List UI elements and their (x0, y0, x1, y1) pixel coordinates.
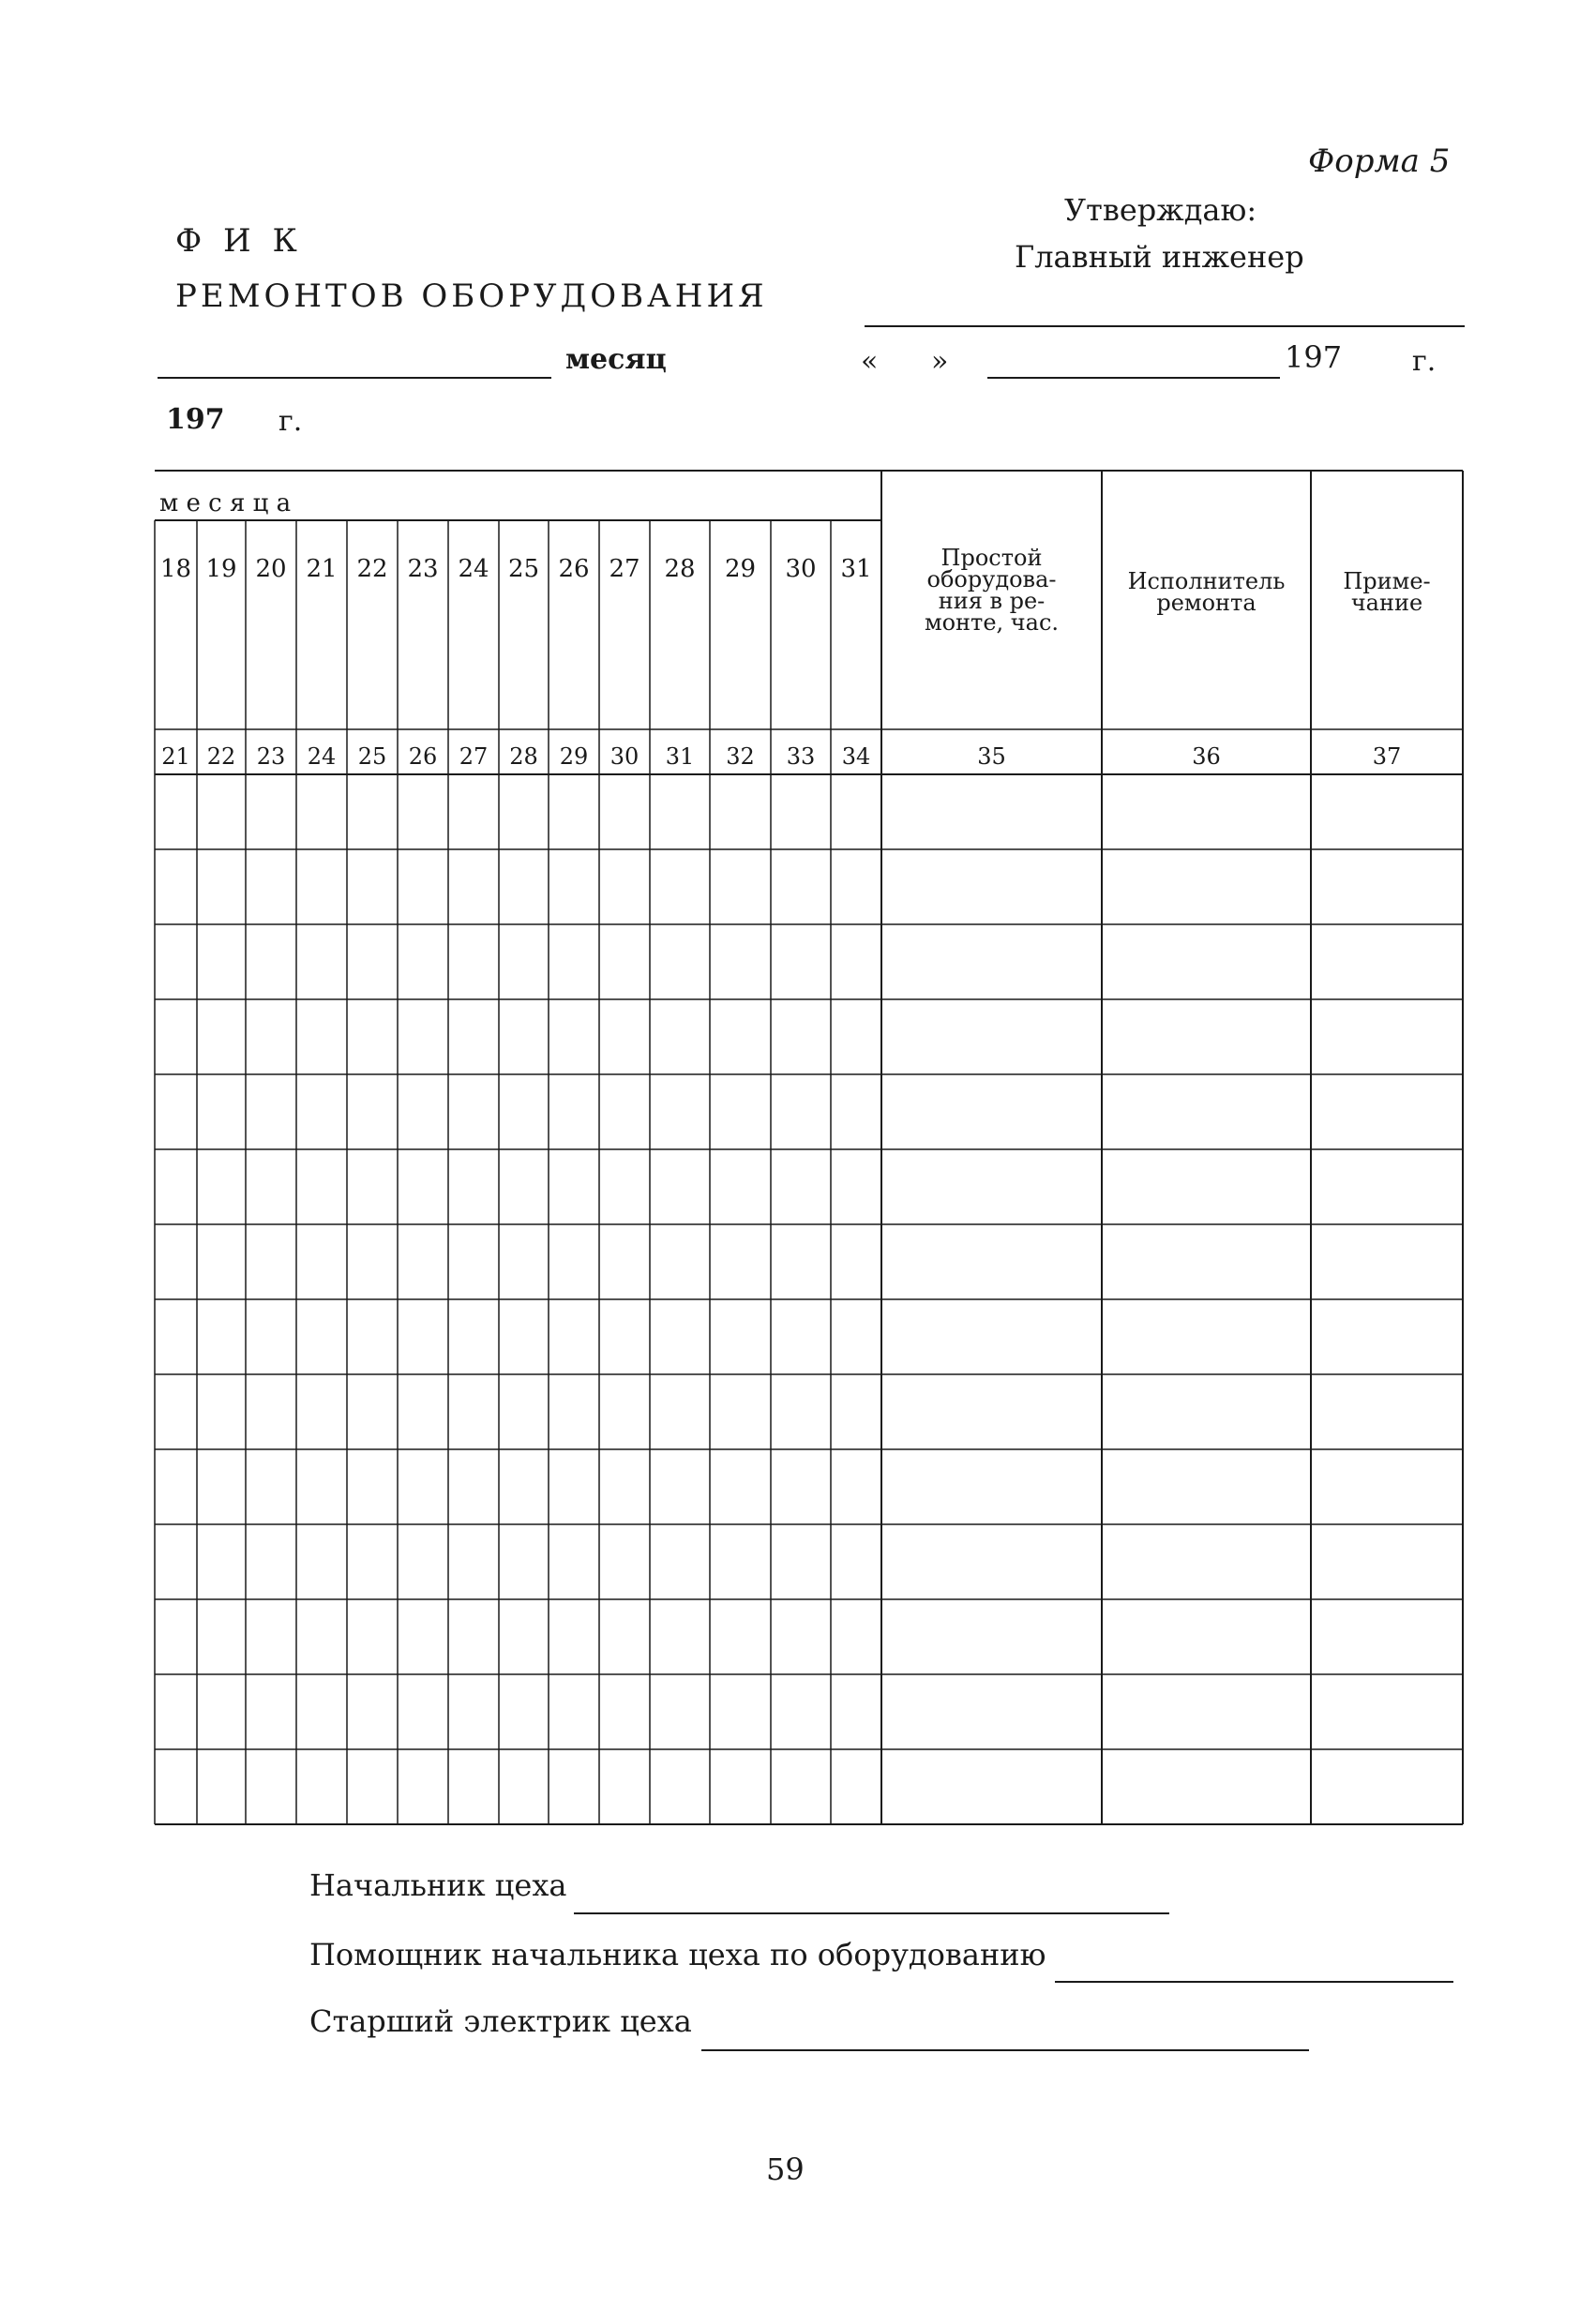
report-year-suffix: г. (278, 405, 303, 438)
column-number-label: 28 (509, 743, 538, 770)
column-number-label: 23 (256, 743, 286, 770)
approver-position: Главный инженер (1015, 239, 1304, 275)
day-number-label: 28 (664, 555, 696, 583)
column-number-label: 36 (1192, 743, 1221, 770)
page-number: 59 (766, 2152, 805, 2187)
day-number-label: 19 (205, 555, 237, 583)
header-cell-text: Приме- (1343, 568, 1431, 594)
header-cell-text: монте, час. (924, 609, 1060, 636)
approval-date-quote-close: » (931, 345, 949, 378)
column-number-label: 26 (408, 743, 438, 770)
day-number-label: 21 (306, 555, 338, 583)
header-cell-text: ремонта (1156, 590, 1256, 616)
day-number-label: 31 (840, 555, 872, 583)
column-number-label: 31 (665, 743, 695, 770)
header-cell-text: ния в ре- (938, 588, 1046, 614)
report-year: 197 (166, 403, 225, 436)
column-number-label: 35 (977, 743, 1006, 770)
signature-line-electrician (701, 2049, 1309, 2051)
document-title-line2: РЕМОНТОВ ОБОРУДОВАНИЯ (175, 277, 768, 315)
header-cell-text: Исполнитель (1127, 568, 1286, 594)
approval-year-suffix: г. (1412, 345, 1437, 378)
day-number-label: 30 (785, 555, 817, 583)
month-label: месяц (565, 343, 667, 376)
day-number-label: 29 (724, 555, 757, 583)
column-number-label: 29 (559, 743, 589, 770)
column-number-label: 37 (1372, 743, 1402, 770)
column-number-label: 22 (206, 743, 236, 770)
day-number-label: 24 (458, 555, 489, 583)
column-number-label: 30 (609, 743, 640, 770)
day-number-label: 26 (558, 555, 590, 583)
header-cell-text: чание (1350, 590, 1423, 616)
header-cell-text: оборудова- (926, 566, 1057, 592)
signature-label-electrician: Старший электрик цеха (309, 2003, 692, 2039)
day-number-label: 20 (255, 555, 287, 583)
signature-label-assistant: Помощник начальника цеха по оборудованию (309, 1937, 1046, 1972)
column-number-label: 32 (726, 743, 755, 770)
approval-date-quote-open: « (861, 345, 879, 378)
day-number-label: 27 (609, 555, 640, 583)
column-number-label: 24 (307, 743, 337, 770)
signature-line-shop-head (574, 1912, 1169, 1914)
column-number-label: 25 (357, 743, 387, 770)
form-number: Форма 5 (1308, 142, 1451, 180)
column-number-label: 33 (786, 743, 816, 770)
group-header-label: м е с я ц а (159, 489, 292, 517)
day-number-label: 18 (159, 555, 192, 583)
approval-year: 197 (1285, 339, 1343, 375)
column-number-label: 27 (459, 743, 489, 770)
signature-line-assistant (1055, 1981, 1453, 1983)
header-cell-text: Простой (940, 545, 1043, 571)
day-number-label: 22 (356, 555, 388, 583)
column-number-label: 34 (841, 743, 871, 770)
day-number-label: 25 (507, 555, 540, 583)
document-title-line1: Ф И К (175, 222, 303, 260)
day-number-label: 23 (407, 555, 439, 583)
signature-label-shop-head: Начальник цеха (309, 1867, 567, 1903)
approval-label: Утверждаю: (1064, 192, 1257, 228)
column-number-label: 21 (161, 743, 190, 770)
